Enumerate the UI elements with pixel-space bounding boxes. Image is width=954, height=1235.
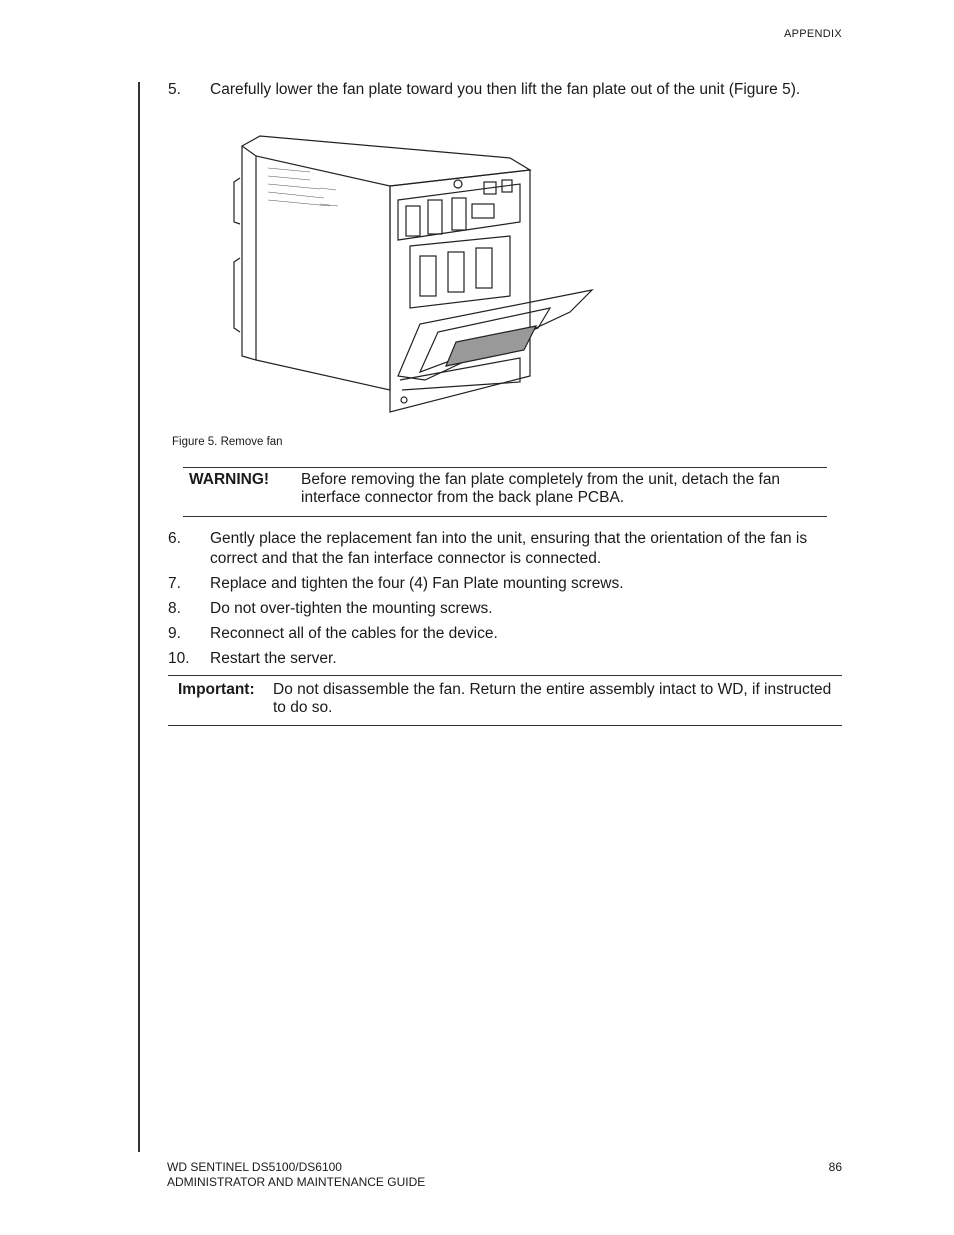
important-box (168, 675, 842, 726)
fan-removal-figure (220, 128, 600, 418)
page-number: 86 (828, 1160, 842, 1174)
step-number: 8. (168, 600, 181, 617)
step-number: 7. (168, 575, 181, 592)
step-number: 6. (168, 530, 181, 547)
step-text: Restart the server. (210, 650, 337, 667)
footer-title (167, 1160, 425, 1190)
warning-box (183, 467, 827, 517)
step-text: Gently place the replacement fan into the unit, ensuring that the orientation of the fan is correct and that the fan interface connector is connected. (210, 530, 808, 567)
step-number: 10. (168, 650, 190, 667)
step-number: 5. (168, 81, 181, 98)
important-text: Do not disassemble the fan. Return the entire assembly intact to WD, if instructed to do so. (273, 681, 832, 716)
margin-rule (138, 82, 140, 1152)
footer-line-2: ADMINISTRATOR AND MAINTENANCE GUIDE (167, 1175, 426, 1189)
step-text: Do not over-tighten the mounting screws. (210, 600, 493, 617)
section-header: APPENDIX (783, 28, 842, 40)
footer-line-1: WD SENTINEL DS5100/DS6100 (167, 1160, 342, 1174)
figure-caption: Figure 5. Remove fan (172, 436, 283, 448)
step-text: Replace and tighten the four (4) Fan Plate mounting screws. (210, 575, 624, 592)
warning-label: WARNING! (189, 471, 270, 488)
important-label: Important: (178, 681, 255, 698)
step-text: Carefully lower the fan plate toward you then lift the fan plate out of the unit (Figure 5). (210, 81, 801, 98)
step-number: 9. (168, 625, 181, 642)
warning-text: Before removing the fan plate completely from the unit, detach the fan interface connector from the back plane PCBA. (301, 471, 781, 506)
step-text: Reconnect all of the cables for the device. (210, 625, 498, 642)
